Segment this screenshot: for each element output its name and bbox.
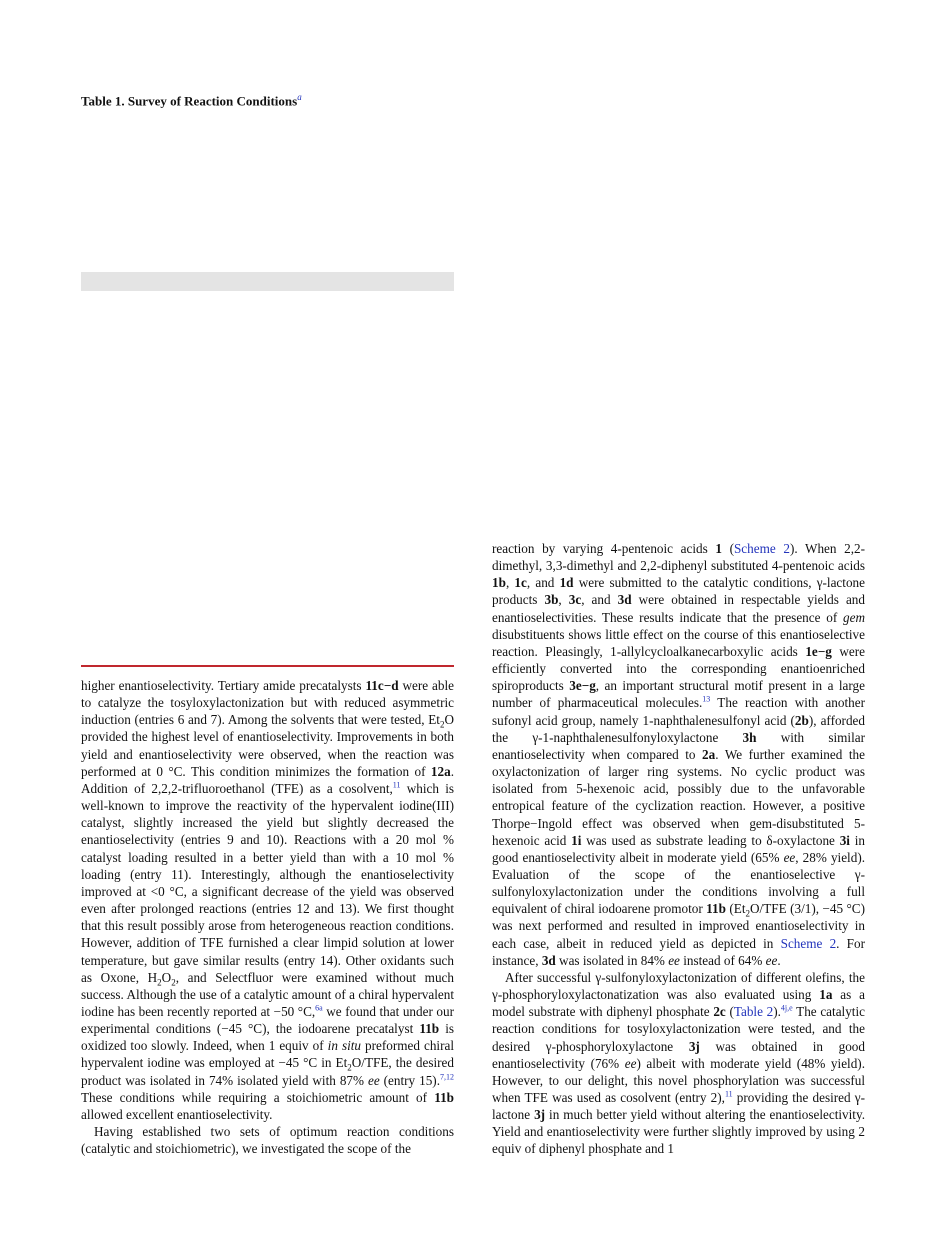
text-run: is oxidized too slowly. Indeed, when 1 equiv of [81, 1021, 454, 1054]
text-run: ). When 2,2-dimethyl, 3,3-dimethyl and 2,2-diphenyl substituted 4-pentenoic acids [492, 541, 865, 574]
text-run: O [161, 969, 172, 985]
text-run: in good enantioselectivity albeit in moderate yield (65% [492, 832, 865, 865]
compound-label: 3j [534, 1107, 546, 1123]
text-run: ), afforded the γ-1-naphthalenesulfonyloxylactone [492, 712, 865, 745]
text-run: were obtained in respectable yields and enantioselectivities. These results indicate that the presence of [492, 592, 865, 625]
compound-label: 1c [514, 575, 527, 591]
citation-ref[interactable]: 6a [315, 1003, 323, 1013]
text-run: . [777, 952, 781, 968]
text-run: , 28% yield). Evaluation of the scope of the enantioselective γ-sulfonyloxylactonization under the conditions involving a full equivalent of chiral iodoarene promotor [492, 849, 866, 917]
citation-ref[interactable]: 11 [392, 780, 401, 790]
text-run: ). [773, 1004, 781, 1020]
text-run: . For instance, [492, 935, 865, 968]
text-run: ( [725, 1004, 734, 1020]
citation-ref[interactable]: 11 [724, 1089, 733, 1099]
italic-text: ee [367, 1072, 380, 1088]
table-footnote-link[interactable]: a [297, 92, 302, 102]
text-run: , and [526, 575, 560, 591]
text-run: The reaction with another sufonyl acid group, namely 1-naphthalenesulfonyl acid ( [492, 695, 865, 728]
paragraph [492, 969, 865, 1158]
italic-text: ee [624, 1055, 637, 1071]
text-run: , [558, 592, 569, 608]
text-run: reaction by varying 4-pentenoic acids [492, 541, 716, 556]
text-run: were submitted to the catalytic conditions, γ-lactone products [492, 575, 865, 608]
compound-label: 3d [541, 952, 556, 968]
subscript: 2 [171, 977, 176, 988]
compound-label: 11c−d [365, 678, 399, 693]
paragraph [81, 1123, 454, 1157]
text-run: . Addition of 2,2,2-trifluoroethanol (TFE) as a cosolvent, [81, 763, 454, 796]
text-run: , [505, 575, 515, 591]
compound-label: 3i [839, 832, 850, 848]
text-run: Having established two sets of optimum reaction conditions (catalytic and stoichiometric), we investigated the scope of the [81, 1124, 454, 1157]
italic-text: ee [783, 849, 796, 865]
left-text-column [81, 677, 454, 1157]
compound-label: 2c [713, 1004, 726, 1020]
text-run: we found that under our experimental conditions (−45 °C), the iodoarene precatalyst [81, 1003, 454, 1037]
italic-text: in situ [327, 1038, 362, 1054]
paragraph [492, 540, 865, 969]
italic-text: ee [668, 952, 680, 968]
text-run: ) albeit with moderate yield (48% yield). However, to our delight, this novel phosphorylation was successful when TFE was used as cosolvent (entry 2), [492, 1055, 865, 1105]
compound-label: 2a [702, 746, 716, 762]
subscript: 2 [157, 977, 162, 988]
compound-label: 1d [559, 575, 574, 591]
text-run: These conditions while requiring a stoichiometric amount of [81, 1089, 435, 1105]
right-text-column [492, 540, 865, 1158]
compound-label: 3e−g [569, 678, 596, 694]
compound-label: 1e−g [805, 643, 832, 659]
text-run: was used as substrate leading to δ-oxylactone [581, 832, 840, 848]
text-run: as a model substrate with diphenyl phosphate [492, 987, 865, 1020]
compound-label: 11b [706, 901, 726, 917]
italic-text: ee [765, 952, 778, 968]
text-run: After successful γ-sulfonyloxylactonization of different olefins, the γ-phosphoryloxylactonatization was also evaluated using [492, 969, 865, 1003]
text-run: O/TFE (3/1), −45 °C) was next performed and resulted in improved enantioselectivity in each case, albeit in reduced yield as depicted in [492, 901, 865, 951]
text-run: , and [581, 592, 618, 608]
text-run: disubstituents shows little effect on the course of this enantioselective reaction. Pleasingly, 1-allylcycloalkanecarboxylic acids [492, 626, 865, 659]
text-run: The catalytic reaction conditions for tosyloxylactonization were tested, and the desired γ-phosphoryloxylactone [492, 1004, 865, 1054]
compound-label: 3j [688, 1038, 700, 1054]
cross-reference-link[interactable]: Scheme 2 [780, 935, 837, 951]
compound-label: 1 [715, 541, 722, 556]
compound-label: 3b [544, 592, 559, 608]
text-run: were efficiently converted into the corresponding enantioenriched spiroproducts [492, 643, 865, 694]
cross-reference-link[interactable]: Scheme 2 [733, 541, 790, 556]
text-run: O/TFE, the desired product was isolated in 74% isolated yield with 87% [81, 1055, 454, 1088]
text-run: which is well-known to improve the reactivity of the hypervalent iodine(III) catalyst, slightly increased the yield but slightly decreased the enantioselectivity (entries 9 and 10). Reactions with a 20 mol % catalyst loading resulted in a better yield than with a 10 mol % loading (entry 11). Interestingly, although the enantioselectivity improved at <0 °C, a significant decrease of the yield was observed even after prolonged reactions (entries 12 and 13). We first thought that this result possibly arose from heterogeneous reaction conditions. However, addition of TFE furnished a clear limpid solution at lower temperature, but gave similar results (entry 14). Other oxidants such as Oxone, H [81, 780, 454, 985]
subscript: 2 [439, 719, 445, 730]
text-run: , an important structural motif present in a large number of pharmaceutical molecules. [492, 678, 865, 711]
text-run: with similar enantioselectivity when compared to [492, 729, 865, 762]
compound-label: 3d [617, 592, 632, 608]
paragraph [81, 677, 454, 1123]
cross-reference-link[interactable]: Table 2 [733, 1004, 774, 1020]
compound-label: 1b [492, 575, 506, 591]
text-run: O provided the highest level of enantioselectivity. Improvements in both yield and enantioselectivity were observed, when the reaction was performed at 0 °C. This condition minimizes the formation of [81, 712, 454, 779]
compound-label: 1a [819, 987, 833, 1003]
compound-label: 3c [568, 592, 582, 608]
text-run: in much better yield without altering the enantioselectivity. Yield and enantioselectivity were further slightly improved by using 2 equiv of diphenyl phosphate and 1 [492, 1107, 865, 1157]
italic-text: gem [843, 609, 865, 625]
text-run: ( [721, 541, 734, 556]
citation-ref[interactable]: 4j,e [780, 1003, 793, 1013]
text-run: (Et [725, 901, 746, 917]
table-header-bar [81, 272, 454, 291]
table-bottom-rule [81, 665, 454, 667]
table-title-text: Table 1. Survey of Reaction Conditions [81, 93, 298, 109]
compound-label: 11b [419, 1021, 440, 1037]
text-run: was obtained in good enantioselectivity (76% [492, 1038, 865, 1071]
compound-label: 11b [434, 1089, 454, 1105]
text-run: , and Selectfluor were examined without much success. Although the use of a catalytic amount of a chiral hypervalent iodine has been recently reported at −50 °C, [81, 969, 454, 1019]
text-run: (entry 15). [379, 1072, 440, 1088]
table-title [81, 92, 481, 109]
subscript: 2 [347, 1063, 352, 1074]
compound-label: 12a [430, 763, 451, 779]
text-run: preformed chiral hypervalent iodine was employed at −45 °C in Et [81, 1038, 454, 1071]
compound-label: 3h [742, 729, 757, 745]
subscript: 2 [745, 908, 751, 919]
text-run: higher enantioselectivity. Tertiary amide precatalysts [81, 678, 366, 693]
citation-ref[interactable]: 7,12 [440, 1072, 454, 1082]
text-run: providing the desired γ-lactone [492, 1090, 866, 1123]
text-run: was isolated in 84% [555, 952, 669, 968]
text-run: were able to catalyze the tosyloxylactonization but with reduced asymmetric induction (entries 6 and 7). Among the solvents that were tested, Et [81, 678, 454, 728]
citation-ref[interactable]: 13 [702, 695, 711, 705]
compound-label: 2b [794, 712, 809, 728]
text-run: instead of 64% [679, 952, 766, 968]
compound-label: 1i [571, 832, 582, 848]
text-run: allowed excellent enantioselectivity. [81, 1106, 273, 1122]
text-run: . We further examined the oxylactonization of larger ring systems. No cyclic product was isolated from 5-hexenoic acid, possibly due to the unfavorable entropical feature of the cyclization reaction. However, a positive Thorpe−Ingold effect was observed when gem-disubstituted 5-hexenoic acid [492, 746, 865, 848]
